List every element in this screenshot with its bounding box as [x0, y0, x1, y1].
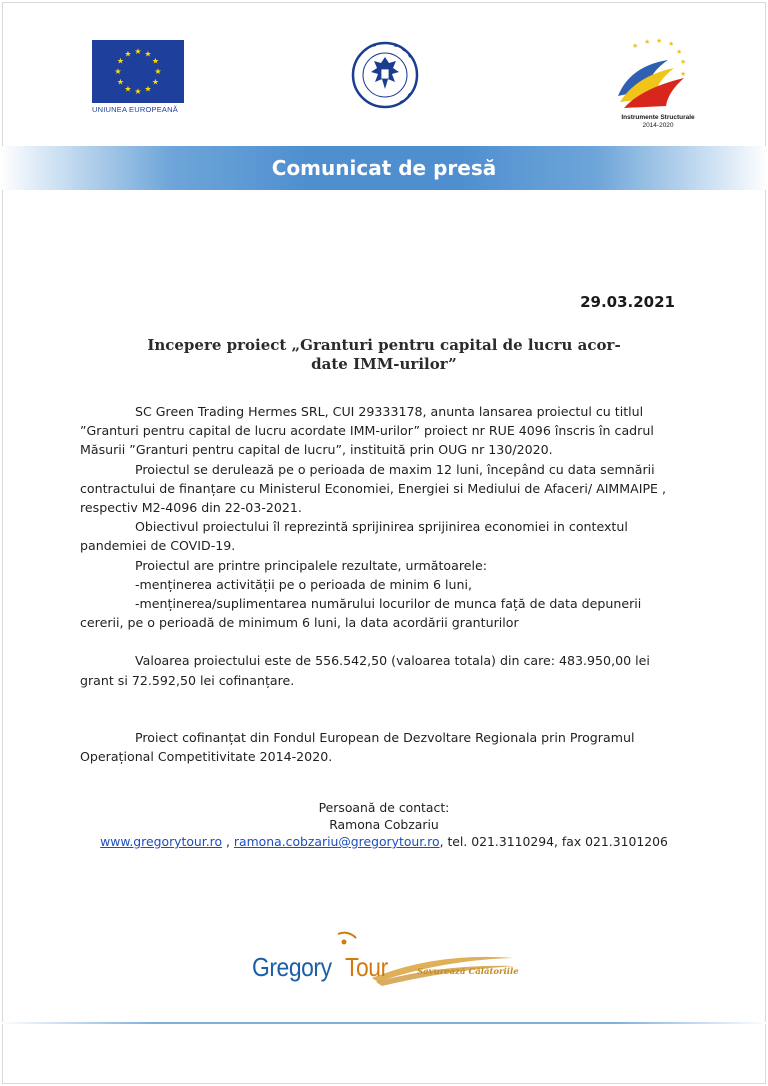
- email-link[interactable]: ramona.cobzariu@gregorytour.ro: [233, 834, 440, 849]
- body-text: [80, 402, 680, 766]
- eu-caption: UNIUNEA EUROPEANĂ: [92, 105, 178, 114]
- paragraph-results-intro: Proiectul are printre principalele rezultate, următoarele:: [135, 557, 487, 573]
- contact-separator: ,: [222, 834, 234, 849]
- svg-text:★: ★: [680, 58, 687, 66]
- document-title: [100, 336, 668, 374]
- contact-phones: , tel. 021.3110294, fax 021.3101206: [439, 834, 668, 849]
- svg-text:★: ★: [144, 49, 152, 59]
- website-link[interactable]: www.gregorytour.ro: [100, 834, 223, 849]
- result-item-2: -menținerea/suplimentarea numărului locurilor de munca față de data depunerii cererii, pe o perioadă de minimum 6 luni, la data acordării granturilor: [80, 596, 642, 631]
- eu-flag-icon: [92, 40, 184, 103]
- is-caption-line1: Instrumente Structurale: [621, 114, 695, 121]
- paragraph-duration: Proiectul se derulează pe o perioada de maxim 12 luni, începând cu data semnării contractului de finanțare cu Ministerul Economiei, Energiei si Mediului de Afaceri/ AIMMAIPE , respectiv M2-4096 din 22-03-2021.: [80, 461, 667, 516]
- footer-divider: [0, 1022, 768, 1024]
- is-caption: [610, 114, 706, 130]
- press-release-banner: [0, 146, 768, 190]
- contact-block: [60, 799, 708, 850]
- svg-text:★: ★: [632, 42, 639, 50]
- svg-text:★: ★: [644, 38, 651, 46]
- svg-text:★: ★: [656, 37, 663, 45]
- svg-text:★: ★: [154, 67, 162, 76]
- paragraph-funding: Proiect cofinanțat din Fondul European de Dezvoltare Regionala prin Programul Operațional Competitivitate 2014-2020.: [80, 729, 635, 765]
- brand-tour: Tour: [345, 952, 388, 982]
- svg-text:★: ★: [116, 77, 125, 87]
- paragraph-intro: SC Green Trading Hermes SRL, CUI 29333178, anunta lansarea proiectul cu titlul ”Granturi pentru capital de lucru acordate IMM-urilor” proiect nr RUE 4096 înscris în cadrul Măsurii ”Granturi pentru capital de lucru”, instituită prin OUG nr 130/2020.: [80, 404, 654, 458]
- eu-logo: [92, 40, 186, 114]
- svg-text:★: ★: [134, 87, 142, 96]
- svg-text:★: ★: [124, 84, 132, 94]
- government-seal-logo: [351, 41, 419, 109]
- paragraph-objective: Obiectivul proiectului îl reprezintă sprijinirea sprijinirea economiei in contextul pandemiei de COVID-19.: [80, 519, 628, 554]
- svg-text:★: ★: [116, 56, 125, 66]
- paragraph-value: Valoarea proiectului este de 556.542,50 (valoarea totala) din care: 483.950,00 lei grant si 72.592,50 lei cofinanțare.: [80, 653, 650, 688]
- svg-text:★: ★: [114, 67, 122, 76]
- brand-tagline: Savurează Călătoriile: [417, 967, 519, 977]
- is-caption-line2: 2014-2020: [642, 122, 674, 129]
- svg-text:★: ★: [151, 56, 160, 66]
- contact-name: Ramona Cobzariu: [329, 817, 439, 832]
- release-date: 29.03.2021: [580, 293, 675, 311]
- svg-text:★: ★: [668, 40, 675, 48]
- document-title-line2: date IMM-urilor”: [311, 355, 457, 373]
- svg-text:★: ★: [151, 77, 160, 87]
- gregory-tour-logo: [252, 930, 522, 990]
- document-title-line1: Incepere proiect „Granturi pentru capital de lucru acor-: [147, 336, 621, 354]
- contact-details: [60, 833, 708, 850]
- svg-text:★: ★: [124, 49, 132, 59]
- svg-text:★: ★: [680, 70, 687, 78]
- banner-title: Comunicat de presă: [271, 156, 497, 180]
- svg-text:★: ★: [676, 48, 683, 56]
- brand-gregory: Gregory: [252, 952, 332, 982]
- svg-text:★: ★: [134, 47, 142, 56]
- svg-text:★: ★: [144, 84, 152, 94]
- contact-label: Persoană de contact:: [318, 800, 450, 815]
- instrumente-structurale-logo: [610, 36, 702, 132]
- result-item-1: -menținerea activității pe o perioada de minim 6 luni,: [135, 576, 472, 592]
